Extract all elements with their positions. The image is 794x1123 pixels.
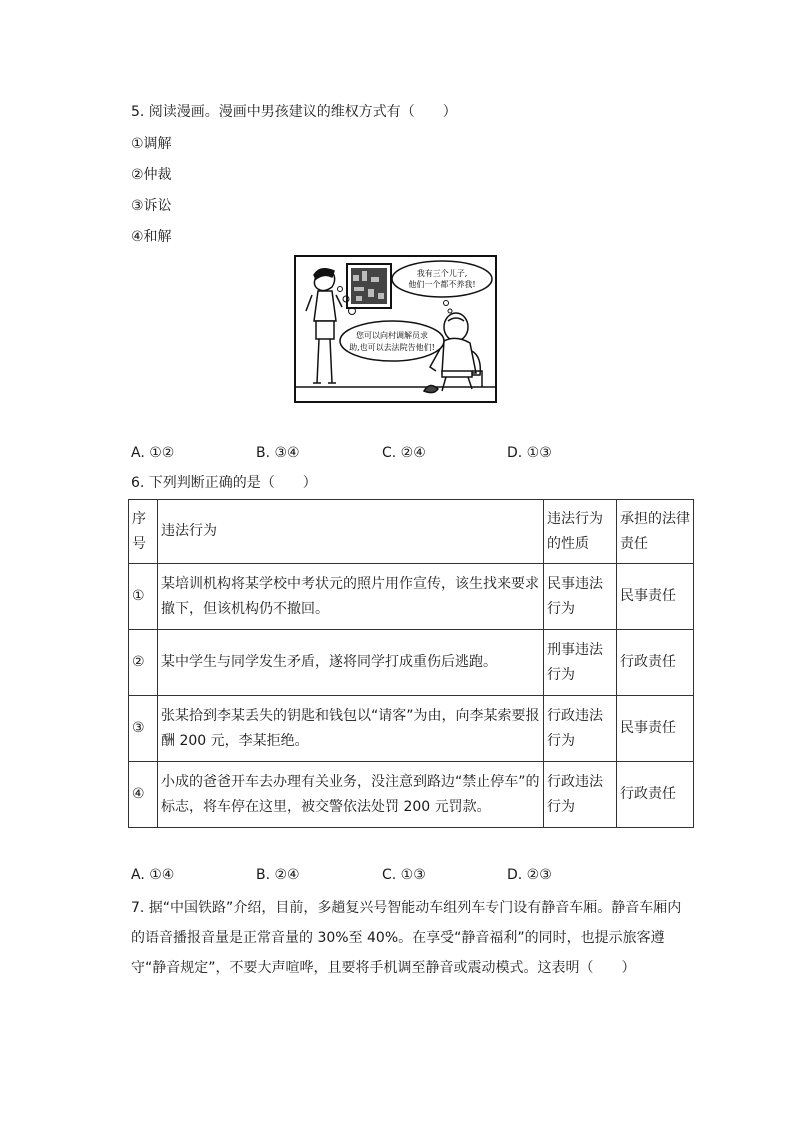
wall-painting bbox=[347, 264, 391, 308]
boy-speech-line-2: 助,也可以去法院告他们! bbox=[349, 343, 435, 352]
q5-answer-c[interactable]: C. ②④ bbox=[382, 445, 426, 461]
cartoon-image bbox=[294, 255, 497, 403]
q5-option-4: ④和解 bbox=[131, 229, 172, 245]
row-nature: 刑事违法行为 bbox=[544, 630, 617, 696]
row-liability: 行政责任 bbox=[617, 630, 694, 696]
q7-stem: 7. 据“中国铁路”介绍，目前，多趟复兴号智能动车组列车专门设有静音车厢。静音车厢内的语音播报音量是正常音量的 30%至 40%。在享受“静音福利”的同时，也提示旅客遵守“静音规定”，不要大声喧哗，且要将手机调至静音或震动模式。这表明（ ） bbox=[131, 900, 682, 976]
table-header-row bbox=[129, 500, 694, 564]
q5-answer-d[interactable]: D. ①③ bbox=[507, 445, 552, 461]
header-act: 违法行为 bbox=[158, 500, 544, 564]
q6-answer-c[interactable]: C. ①③ bbox=[382, 867, 426, 883]
q5-answer-a[interactable]: A. ①② bbox=[131, 445, 175, 461]
q6-answer-d[interactable]: D. ②③ bbox=[507, 867, 552, 883]
q6-judgement-table bbox=[128, 499, 694, 828]
boy-speech-bubble bbox=[340, 321, 444, 361]
table-row bbox=[129, 564, 694, 630]
row-liability: 民事责任 bbox=[617, 696, 694, 762]
row-index: ① bbox=[129, 564, 158, 630]
row-nature: 行政违法行为 bbox=[544, 762, 617, 828]
q5-option-2: ②仲裁 bbox=[131, 167, 172, 183]
q5-stem: 5. 阅读漫画。漫画中男孩建议的维权方式有（ ） bbox=[131, 104, 457, 120]
row-nature: 行政违法行为 bbox=[544, 696, 617, 762]
table-row bbox=[129, 630, 694, 696]
header-nature: 违法行为的性质 bbox=[544, 500, 617, 564]
header-liability: 承担的法律责任 bbox=[617, 500, 694, 564]
header-index: 序号 bbox=[129, 500, 158, 564]
q5-option-1: ①调解 bbox=[131, 136, 172, 152]
row-liability: 民事责任 bbox=[617, 564, 694, 630]
q6-answer-b[interactable]: B. ②④ bbox=[256, 867, 300, 883]
row-act: 张某拾到李某丢失的钥匙和钱包以“请客”为由，向李某索要报酬 200 元，李某拒绝。 bbox=[158, 696, 544, 762]
boy-speech-line-1: 您可以向村调解员求 bbox=[356, 331, 428, 340]
old-man-speech-bubble bbox=[392, 261, 492, 297]
q5-option-3: ③诉讼 bbox=[131, 198, 172, 214]
table-row bbox=[129, 696, 694, 762]
row-liability: 行政责任 bbox=[617, 762, 694, 828]
q6-answer-a[interactable]: A. ①④ bbox=[131, 867, 175, 883]
row-act: 某培训机构将某学校中考状元的照片用作宣传，该生找来要求撤下，但该机构仍不撤回。 bbox=[158, 564, 544, 630]
old-man-speech-line-1: 我有三个儿子, bbox=[416, 269, 468, 278]
row-act: 小成的爸爸开车去办理有关业务，没注意到路边“禁止停车”的标志，将车停在这里，被交警依法处罚 200 元罚款。 bbox=[158, 762, 544, 828]
row-index: ④ bbox=[129, 762, 158, 828]
row-index: ② bbox=[129, 630, 158, 696]
q5-answer-b[interactable]: B. ③④ bbox=[256, 445, 300, 461]
table-row bbox=[129, 762, 694, 828]
row-act: 某中学生与同学发生矛盾，遂将同学打成重伤后逃跑。 bbox=[158, 630, 544, 696]
row-index: ③ bbox=[129, 696, 158, 762]
old-man-speech-line-2: 他们一个都不养我! bbox=[408, 280, 476, 289]
q6-stem: 6. 下列判断正确的是（ ） bbox=[131, 475, 317, 491]
row-nature: 民事违法行为 bbox=[544, 564, 617, 630]
